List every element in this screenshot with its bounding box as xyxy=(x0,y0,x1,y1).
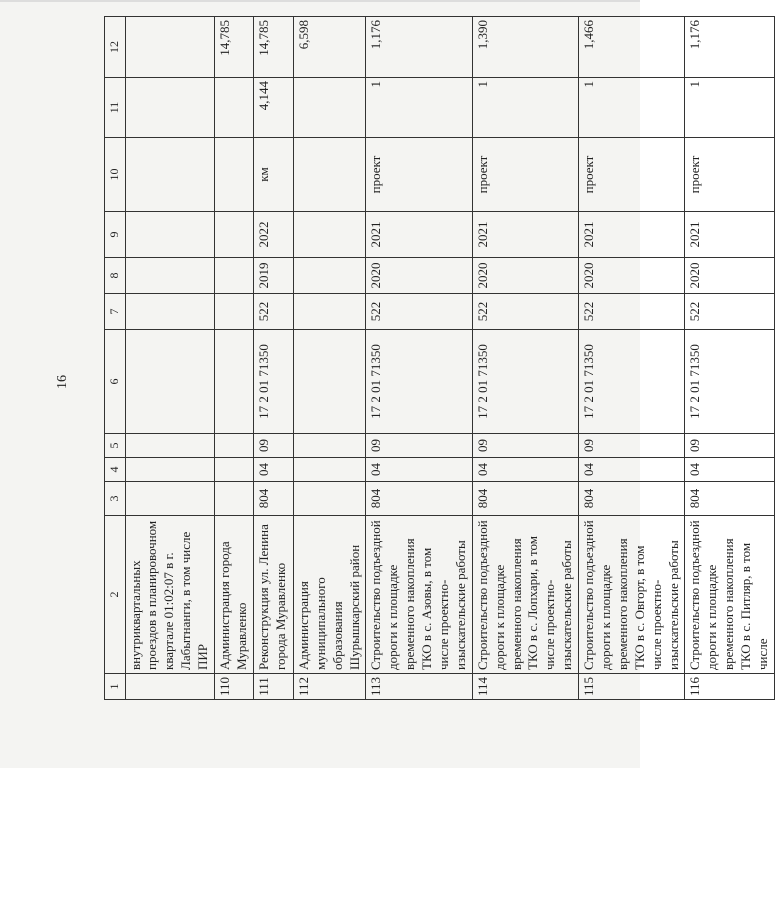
header-cell: 2 xyxy=(105,516,126,674)
table-cell xyxy=(215,294,254,330)
table-cell: 1 xyxy=(685,78,774,138)
column-number-row xyxy=(105,17,126,700)
row-name-cell: Строительство подъездной дороги к площадке временного накопления ТКО в с. Овгорт, в том числе проектно-изыскательские работы xyxy=(579,516,685,674)
table-cell xyxy=(125,138,214,212)
table-row xyxy=(293,17,366,700)
table-cell: 6,598 xyxy=(293,17,366,78)
table-cell: 804 xyxy=(579,482,685,516)
table-cell: 2021 xyxy=(472,212,578,258)
table-cell xyxy=(215,458,254,482)
row-name-cell: Администрация муниципального образования Шурышкарский район xyxy=(293,516,366,674)
row-name-cell: Строительство подъездной дороги к площадке временного накопления ТКО в с. Питляр, в том числе xyxy=(685,516,774,674)
table-cell xyxy=(215,330,254,434)
table-cell xyxy=(125,330,214,434)
table-cell: 04 xyxy=(366,458,472,482)
table-cell: 1 xyxy=(579,78,685,138)
table-cell: 2021 xyxy=(579,212,685,258)
table-cell: 09 xyxy=(685,434,774,458)
table-cell: 14,785 xyxy=(253,17,293,78)
table-row xyxy=(579,17,685,700)
table-cell xyxy=(125,674,214,700)
table-cell: 1 xyxy=(366,78,472,138)
table-cell: 04 xyxy=(472,458,578,482)
table-cell: 2020 xyxy=(579,258,685,294)
table-cell: 2022 xyxy=(253,212,293,258)
table-cell xyxy=(125,482,214,516)
table-cell: 09 xyxy=(472,434,578,458)
table-cell: 14,785 xyxy=(215,17,254,78)
table-cell xyxy=(293,138,366,212)
table-cell: 110 xyxy=(215,674,254,700)
table-cell xyxy=(215,434,254,458)
table-cell xyxy=(125,434,214,458)
rotated-table-container xyxy=(104,17,770,700)
table-cell: 17 2 01 71350 xyxy=(685,330,774,434)
table-cell xyxy=(293,78,366,138)
table-cell xyxy=(293,258,366,294)
table-cell: 804 xyxy=(472,482,578,516)
table-cell: 804 xyxy=(253,482,293,516)
table-cell: 112 xyxy=(293,674,366,700)
table-cell: 116 xyxy=(685,674,774,700)
table-cell: 2021 xyxy=(685,212,774,258)
table-cell: 1,176 xyxy=(366,17,472,78)
table-cell xyxy=(215,258,254,294)
object-register-table xyxy=(104,16,775,700)
table-cell: 522 xyxy=(579,294,685,330)
table-cell: 522 xyxy=(472,294,578,330)
table-cell xyxy=(125,258,214,294)
table-cell: проект xyxy=(579,138,685,212)
table-row xyxy=(253,17,293,700)
table-cell: 1,390 xyxy=(472,17,578,78)
table-cell xyxy=(293,482,366,516)
table-row xyxy=(685,17,774,700)
table-cell: 09 xyxy=(253,434,293,458)
header-cell: 7 xyxy=(105,294,126,330)
table-cell: 1,176 xyxy=(685,17,774,78)
table-cell: проект xyxy=(366,138,472,212)
table-cell: 522 xyxy=(253,294,293,330)
table-cell: 04 xyxy=(685,458,774,482)
table-cell: 115 xyxy=(579,674,685,700)
table-cell: 09 xyxy=(366,434,472,458)
page-number: 16 xyxy=(55,375,70,389)
header-cell: 11 xyxy=(105,78,126,138)
header-cell: 12 xyxy=(105,17,126,78)
table-cell: 17 2 01 71350 xyxy=(253,330,293,434)
table-row xyxy=(125,17,214,700)
table-cell: проект xyxy=(685,138,774,212)
table-cell xyxy=(125,458,214,482)
table-cell xyxy=(293,458,366,482)
table-cell: 522 xyxy=(366,294,472,330)
row-name-cell: Строительство подъездной дороги к площадке временного накопления ТКО в с. Лопхари, в том числе проектно-изыскательские работы xyxy=(472,516,578,674)
row-name-cell: внутриквартальных проездов в планировочном квартале 01:02:07 в г. Лабытнанги, в том числе ПИР xyxy=(125,516,214,674)
table-cell: 09 xyxy=(579,434,685,458)
table-cell: 04 xyxy=(253,458,293,482)
table-cell xyxy=(293,330,366,434)
header-cell: 6 xyxy=(105,330,126,434)
header-cell: 9 xyxy=(105,212,126,258)
table-cell: 17 2 01 71350 xyxy=(472,330,578,434)
row-name-cell: Реконструкция ул. Ленина города Муравленко xyxy=(253,516,293,674)
table-cell xyxy=(125,212,214,258)
table-cell: 114 xyxy=(472,674,578,700)
table-cell: 2020 xyxy=(685,258,774,294)
table-cell xyxy=(125,78,214,138)
table-row xyxy=(472,17,578,700)
row-name-cell: Администрация города Муравленко xyxy=(215,516,254,674)
table-cell: 1,466 xyxy=(579,17,685,78)
table-row xyxy=(366,17,472,700)
table-cell: 2020 xyxy=(366,258,472,294)
table-cell: 804 xyxy=(366,482,472,516)
header-cell: 3 xyxy=(105,482,126,516)
table-cell: 17 2 01 71350 xyxy=(366,330,472,434)
table-cell xyxy=(215,78,254,138)
table-cell xyxy=(293,294,366,330)
table-cell xyxy=(293,434,366,458)
table-cell xyxy=(125,17,214,78)
header-cell: 10 xyxy=(105,138,126,212)
table-cell: 17 2 01 71350 xyxy=(579,330,685,434)
table-cell xyxy=(293,212,366,258)
table-cell: 522 xyxy=(685,294,774,330)
table-cell: 04 xyxy=(579,458,685,482)
table-cell: 2021 xyxy=(366,212,472,258)
row-name-cell: Строительство подъездной дороги к площадке временного накопления ТКО в с. Азовы, в том числе проектно-изыскательские работы xyxy=(366,516,472,674)
header-cell: 1 xyxy=(105,674,126,700)
header-cell: 4 xyxy=(105,458,126,482)
table-cell: 1 xyxy=(472,78,578,138)
table-row xyxy=(215,17,254,700)
table-cell xyxy=(215,482,254,516)
table-cell: 804 xyxy=(685,482,774,516)
table-cell: 4,144 xyxy=(253,78,293,138)
table-cell: 2020 xyxy=(472,258,578,294)
blank-margin xyxy=(0,768,640,905)
table-cell xyxy=(215,138,254,212)
table-cell xyxy=(215,212,254,258)
table-cell: 111 xyxy=(253,674,293,700)
table-cell xyxy=(125,294,214,330)
table-cell: проект xyxy=(472,138,578,212)
table-cell: 113 xyxy=(366,674,472,700)
header-cell: 5 xyxy=(105,434,126,458)
header-cell: 8 xyxy=(105,258,126,294)
table-cell: км xyxy=(253,138,293,212)
table-cell: 2019 xyxy=(253,258,293,294)
